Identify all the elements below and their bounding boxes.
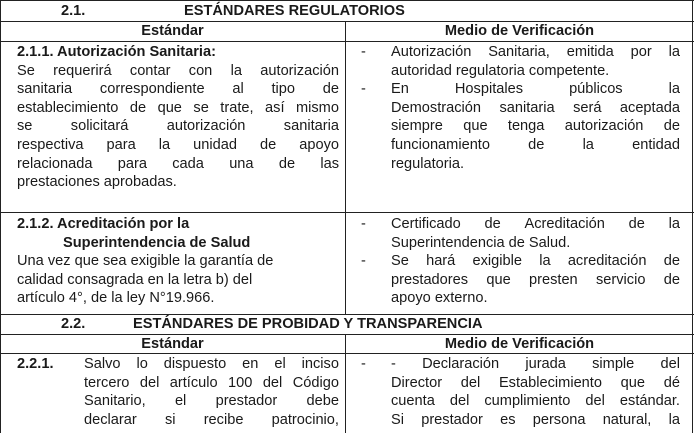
standard-line: respectiva para la unidad de apoyo (17, 136, 339, 153)
verification-item (358, 43, 680, 80)
standard-line: Se requerirá contar con la autorización (17, 62, 339, 79)
column-header-verification: Medio de Verificación (444, 23, 595, 39)
verification-line: En Hospitales públicos la (391, 81, 680, 98)
standard-title: Superintendencia de Salud (63, 234, 251, 251)
standard-line: calidad consagrada en la letra b) del (17, 271, 253, 288)
verification-2-1-2 (358, 215, 680, 308)
standard-title: 2.1.2. Acreditación por la (17, 216, 190, 232)
verification-line: cuenta del cumplimiento del estándar. (391, 393, 680, 410)
section-2-1-number: 2.1. (61, 3, 86, 19)
standard-2-2-1 (17, 355, 339, 429)
verification-line: funcionamiento de la entidad (391, 136, 680, 153)
verification-item (358, 215, 680, 252)
standard-2-1-1 (17, 43, 339, 192)
verification-line: Demostración sanitaria será aceptada (391, 99, 680, 116)
standard-line: tercero del artículo 100 del Código (84, 374, 339, 391)
verification-line: Se hará exigible la acreditación de (391, 253, 680, 270)
verification-line: siempre que tenga autorización de (391, 118, 680, 135)
standard-line: artículo 4°, de la ley N°19.966. (17, 290, 215, 307)
standard-line: se solicitará autorización sanitaria (17, 118, 339, 135)
standard-line: prestaciones aprobadas. (17, 174, 177, 191)
verification-item (358, 252, 680, 308)
verification-line: prestadores que presten servicio de (391, 271, 680, 288)
dash-bullet: - (361, 44, 366, 60)
verification-item (358, 80, 680, 173)
verification-line: Director del Establecimiento que dé (391, 374, 680, 391)
standard-line: declarar si recibe patrocinio, (84, 411, 339, 428)
standard-number: 2.2.1. (17, 356, 54, 372)
column-header-standard: Estándar (141, 336, 204, 352)
verification-line: autoridad regulatoria competente. (391, 62, 610, 79)
standard-line: relacionada para cada una de las (17, 155, 339, 172)
column-header-verification: Medio de Verificación (444, 336, 595, 352)
standard-line: 2.2.1. Salvo lo dispuesto en el inciso (17, 356, 339, 372)
verification-line: regulatoria. (391, 155, 465, 172)
standard-line: sanitaria correspondiente al tipo de (17, 81, 339, 98)
standard-2-1-2 (17, 215, 339, 308)
verification-2-2-1 (358, 355, 680, 429)
standard-title: 2.1.1. Autorización Sanitaria: (17, 44, 216, 60)
verification-item (358, 355, 680, 429)
verification-line: Si prestador es persona natural, la (391, 411, 680, 428)
verification-line: Certificado de Acreditación de la (391, 216, 680, 232)
section-2-1-title: ESTÁNDARES REGULATORIOS (184, 3, 405, 19)
verification-line: Autorización Sanitaria, emitida por la (391, 44, 680, 60)
section-2-2-number: 2.2. (61, 316, 86, 332)
column-header-standard: Estándar (141, 23, 204, 39)
section-2-2-title: ESTÁNDARES DE PROBIDAD Y TRANSPARENCIA (133, 316, 483, 332)
dash-bullet: - (361, 356, 366, 372)
verification-line: - Declaración jurada simple del (391, 356, 680, 372)
verification-line: Superintendencia de Salud. (391, 234, 571, 251)
dash-bullet: - (361, 253, 366, 270)
standard-line: Sanitario, el prestador debe (84, 393, 339, 410)
standard-line: establecimiento de que se trate, así mismo (17, 99, 339, 116)
standard-line: Una vez que sea exigible la garantía de (17, 253, 274, 270)
dash-bullet: - (361, 216, 366, 232)
dash-bullet: - (361, 81, 366, 98)
verification-2-1-1 (358, 43, 680, 173)
verification-line: apoyo externo. (391, 290, 488, 307)
